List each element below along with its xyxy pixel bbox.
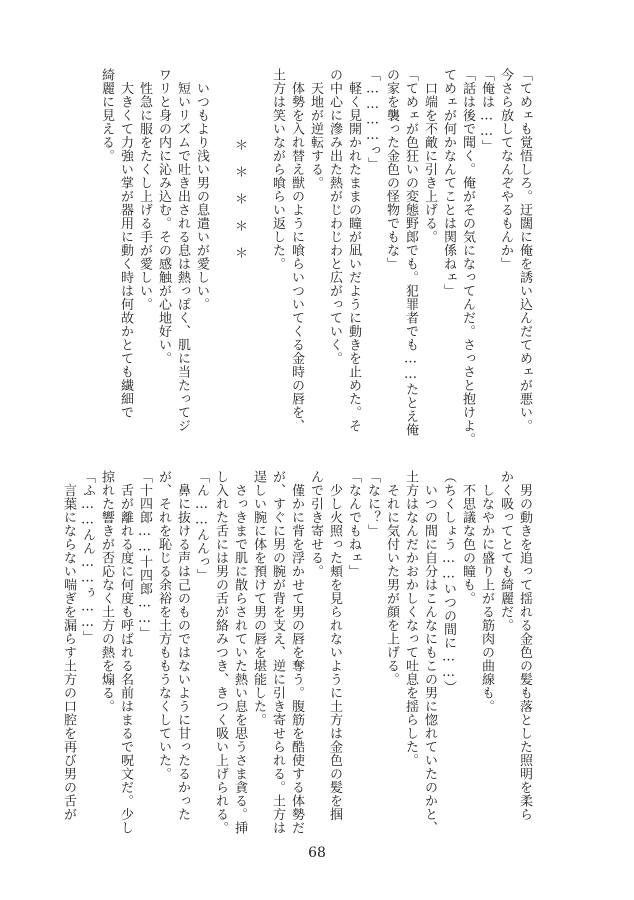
- text-line: （ちくしょう……いつの間に……）: [441, 470, 456, 694]
- lower-text-block: [59, 470, 534, 842]
- text-line: 「てめェが色狂いの変態野郎でも。犯罪者でも……たとえ俺: [403, 68, 418, 437]
- text-line: の家を襲った金色の怪物でもな」: [384, 68, 399, 271]
- text-line: 「俺は……」: [479, 68, 494, 153]
- text-line: 土方はなんだかおかしくなって吐息を揺らした。: [403, 470, 418, 767]
- text-line: が、それを恥じる余裕を土方ももうなくしていた。: [156, 470, 171, 781]
- text-line: それに気付いた男が顔を上げる。: [384, 470, 399, 686]
- text-line: 「十四郎……十四郎……」: [137, 470, 152, 640]
- text-line: 「なに？」: [365, 470, 380, 538]
- text-line: 「てめェも覚悟しろ。迂闊に俺を誘い込んだてめェが悪い。: [517, 68, 532, 433]
- text-line: 短いリズムで吐き出される息は熱っぽく、肌に当たってジ: [175, 68, 190, 433]
- text-line: 「ん……んんっ」: [194, 470, 209, 582]
- page-number: 68: [308, 845, 326, 861]
- text-line: の中心に滲み出た熱がじわじわと広がっていく。: [327, 68, 342, 365]
- text-line: 今さら放してなんぞやるもんか」: [498, 68, 513, 271]
- text-line: 言葉にならない喘ぎを漏らす土方の口腔を再び男の舌が: [61, 470, 76, 821]
- text-line: いつの間に自分はこんなにもこの男に惚れていたのかと、: [422, 470, 437, 835]
- text-line: 「なんでもねェ」: [346, 470, 361, 578]
- text-line: 男の動きを追って揺れる金色の髪も落とした照明を柔ら: [517, 470, 532, 821]
- text-line: いつもより浅い男の息遣いが愛しい。: [194, 68, 209, 311]
- text-line: てめェが何かなんてことは関係ねェ」: [441, 68, 456, 298]
- text-line: 掠れた響きが否応なく土方の熱を煽る。: [99, 470, 114, 713]
- text-line: し入れた舌には男の舌が絡みつき、きつく吸い上げられる。: [213, 470, 228, 835]
- text-line: 綺麗に見える。: [99, 68, 114, 163]
- text-line: 土方は笑いながら喰らい返した。: [270, 68, 285, 271]
- text-line: 不思議な色の瞳も。: [460, 470, 475, 605]
- text-line: が、すぐに男の腕が背を支え、逆に引き寄せられる。土方は: [270, 470, 285, 835]
- text-line: 「ふ……んん……ぅ……」: [80, 470, 95, 644]
- text-line: ワリと身の内に沁み込む。その感触が心地好い。: [156, 68, 171, 365]
- text-line: 僅かに背を浮かせて男の唇を奪う。腹筋を酷使する体勢だ: [289, 470, 304, 835]
- blank-line: [211, 68, 230, 440]
- text-line: さっきまで肌に散らされていた熱い息を思うさま貪る。挿: [232, 470, 247, 835]
- text-line: 逞しい腕に体を預けて男の唇を堪能した。: [251, 470, 266, 727]
- text-line: 鼻に抜ける声は己のものではないように甘ったるかった: [175, 470, 190, 821]
- text-line: 「…………っ」: [365, 68, 380, 171]
- text-line: んで引き寄せる。: [308, 470, 323, 578]
- text-line: 口端を不敵に引き上げる。: [422, 68, 437, 244]
- text-line: しなやかに盛り上がる筋肉の曲線も。: [479, 470, 494, 713]
- text-line: 大きくて力強い掌が器用に動く時は何故かとても繊細で: [118, 68, 133, 419]
- text-line: 天地が逆転する。: [308, 68, 323, 190]
- text-line: 性急に服をたくし上げる手が愛しい。: [137, 68, 152, 311]
- text-line: 少し火照った頬を見られないように土方は金色の髪を掴: [327, 470, 342, 821]
- blank-line: [249, 68, 268, 440]
- text-line: 体勢を入れ替え獣のように喰らいついてくる金時の唇を、: [289, 68, 304, 433]
- text-line: 軽く見開かれたままの瞳が凪いだように動きを止めた。そ: [346, 68, 361, 433]
- text-line: 「話は後で聞く。俺がその気になってんだ。さっさと抱けよ。: [460, 68, 475, 446]
- scene-break-stars: ＊＊＊＊＊: [232, 138, 247, 273]
- text-line: 舌が離れる度に何度も呼ばれる名前はまるで呪文だ。少し: [118, 470, 133, 835]
- upper-text-block: [97, 68, 534, 446]
- text-line: かく吸ってとても綺麗だ。: [498, 470, 513, 632]
